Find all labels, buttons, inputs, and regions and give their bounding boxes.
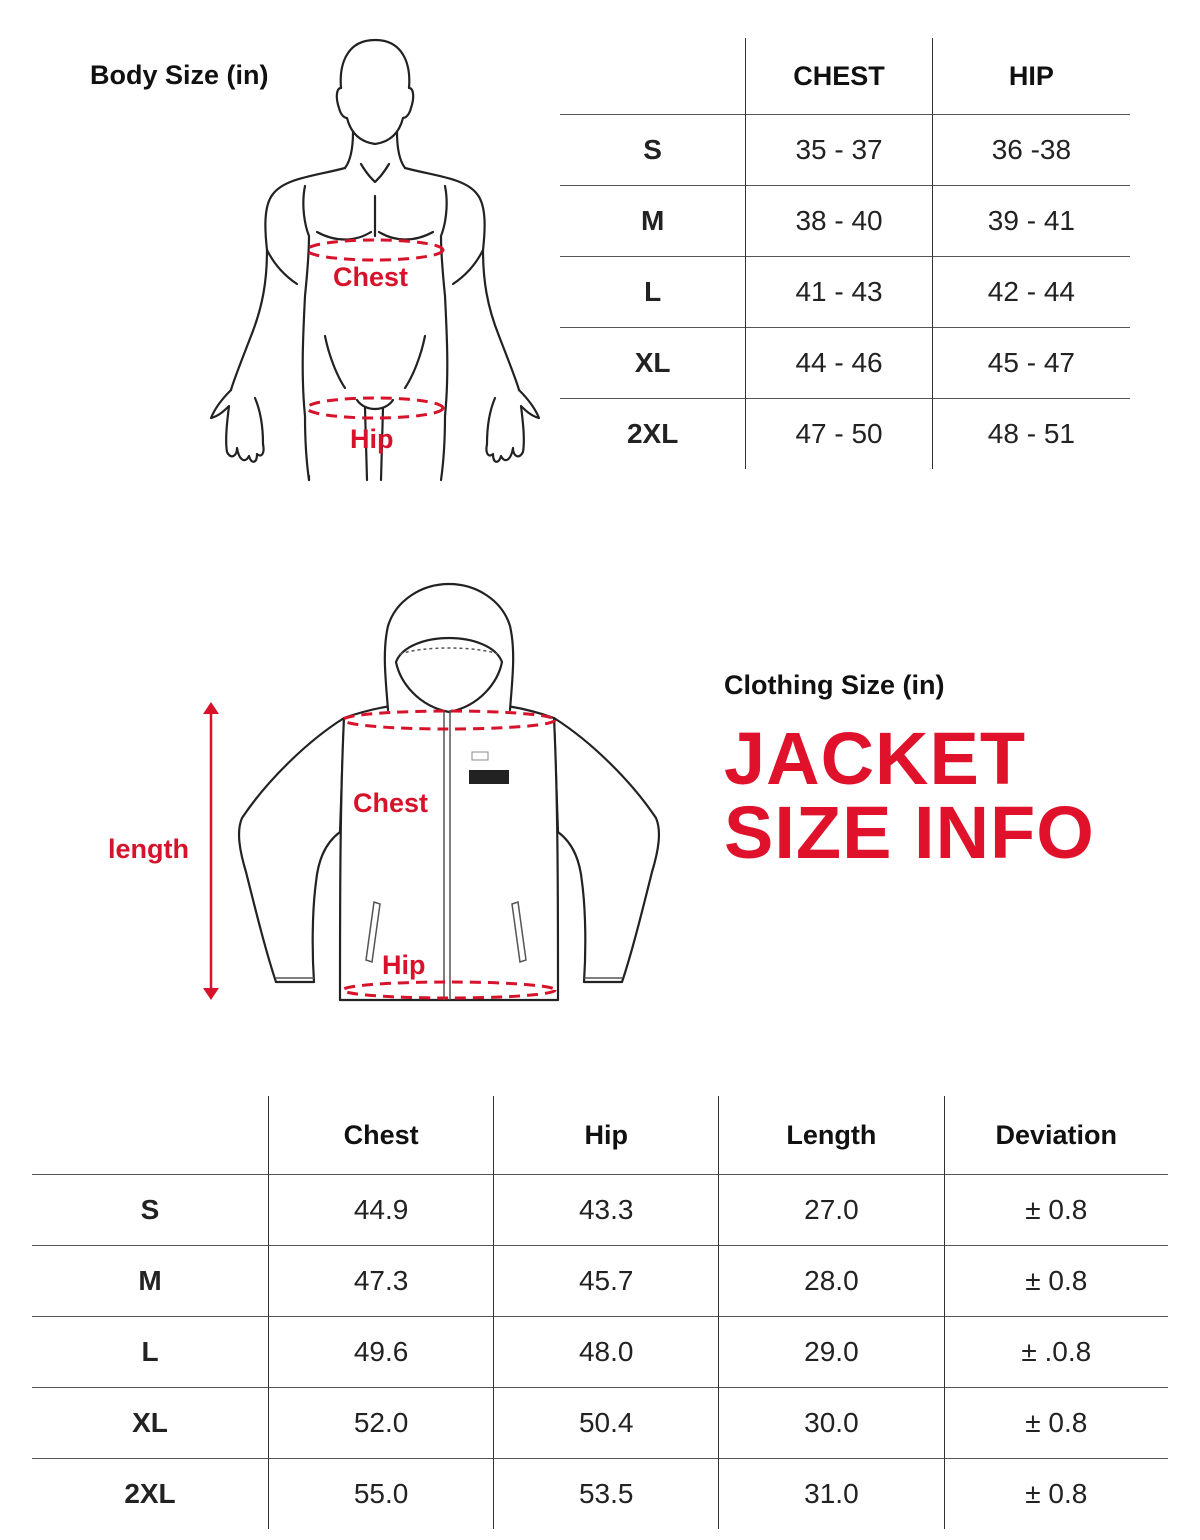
chest-cell: 47.3 [269, 1246, 494, 1317]
size-cell: L [32, 1317, 269, 1388]
table-row [32, 1459, 1168, 1530]
length-cell: 30.0 [719, 1388, 944, 1459]
hip-cell: 39 - 41 [932, 186, 1130, 257]
table-row [32, 1388, 1168, 1459]
jacket-illustration [236, 582, 662, 1006]
hip-cell: 50.4 [494, 1388, 719, 1459]
hip-cell: 43.3 [494, 1175, 719, 1246]
chest-cell: 49.6 [269, 1317, 494, 1388]
size-cell: M [32, 1246, 269, 1317]
table-header-row [560, 38, 1130, 115]
column-header-chest: CHEST [746, 38, 933, 115]
column-header-hip: HIP [932, 38, 1130, 115]
deviation-cell: ± 0.8 [944, 1246, 1168, 1317]
hip-cell: 42 - 44 [932, 257, 1130, 328]
hip-cell: 53.5 [494, 1459, 719, 1530]
size-cell: XL [560, 328, 746, 399]
length-arrow-icon [200, 700, 222, 1002]
chest-cell: 44.9 [269, 1175, 494, 1246]
chest-cell: 35 - 37 [746, 115, 933, 186]
deviation-cell: ± 0.8 [944, 1175, 1168, 1246]
chest-cell: 44 - 46 [746, 328, 933, 399]
column-header-hip: Hip [494, 1096, 719, 1175]
deviation-cell: ± 0.8 [944, 1459, 1168, 1530]
deviation-cell: ± .0.8 [944, 1317, 1168, 1388]
table-row [560, 257, 1130, 328]
table-row [32, 1317, 1168, 1388]
jacket-title-line1: JACKET [724, 717, 1027, 800]
chest-cell: 52.0 [269, 1388, 494, 1459]
chest-cell: 55.0 [269, 1459, 494, 1530]
jacket-hip-label: Hip [382, 950, 426, 980]
deviation-cell: ± 0.8 [944, 1388, 1168, 1459]
size-cell: 2XL [560, 399, 746, 470]
chest-cell: 47 - 50 [746, 399, 933, 470]
body-figure-illustration [205, 36, 545, 486]
clothing-size-subtitle: Clothing Size (in) [724, 670, 945, 700]
chest-cell: 38 - 40 [746, 186, 933, 257]
column-header-size [560, 38, 746, 115]
table-row [32, 1246, 1168, 1317]
body-hip-label: Hip [350, 424, 394, 454]
length-cell: 27.0 [719, 1175, 944, 1246]
length-cell: 29.0 [719, 1317, 944, 1388]
table-row [560, 115, 1130, 186]
column-header-size [32, 1096, 269, 1175]
column-header-deviation: Deviation [944, 1096, 1168, 1175]
size-cell: XL [32, 1388, 269, 1459]
hip-cell: 48.0 [494, 1317, 719, 1388]
body-size-table [560, 38, 1130, 469]
size-cell: S [560, 115, 746, 186]
hip-cell: 45 - 47 [932, 328, 1130, 399]
size-cell: L [560, 257, 746, 328]
length-label: length [108, 834, 189, 864]
size-cell: S [32, 1175, 269, 1246]
hip-cell: 36 -38 [932, 115, 1130, 186]
jacket-title-line2: SIZE INFO [724, 791, 1095, 874]
column-header-chest: Chest [269, 1096, 494, 1175]
hip-cell: 48 - 51 [932, 399, 1130, 470]
size-cell: M [560, 186, 746, 257]
table-row [560, 399, 1130, 470]
body-size-title: Body Size (in) [90, 60, 269, 90]
table-row [32, 1175, 1168, 1246]
chest-cell: 41 - 43 [746, 257, 933, 328]
body-chest-label: Chest [333, 262, 409, 292]
length-cell: 31.0 [719, 1459, 944, 1530]
size-cell: 2XL [32, 1459, 269, 1530]
table-header-row [32, 1096, 1168, 1175]
hip-cell: 45.7 [494, 1246, 719, 1317]
column-header-length: Length [719, 1096, 944, 1175]
jacket-chest-label: Chest [353, 788, 429, 818]
table-row [560, 328, 1130, 399]
length-cell: 28.0 [719, 1246, 944, 1317]
jacket-size-table [32, 1096, 1168, 1529]
table-row [560, 186, 1130, 257]
